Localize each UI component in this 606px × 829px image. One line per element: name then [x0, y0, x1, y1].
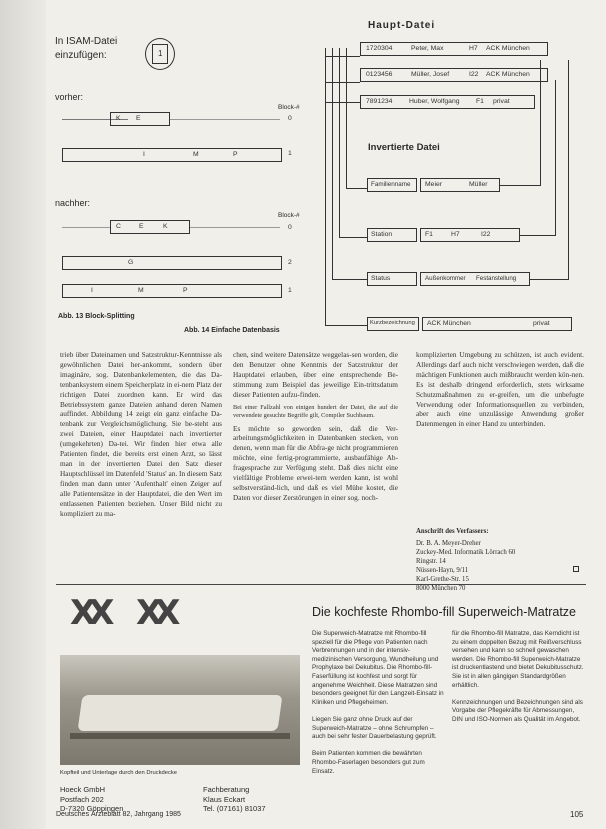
logo-mark: XX	[70, 593, 107, 633]
pointer-line	[540, 60, 541, 186]
pointer-line	[326, 102, 360, 103]
fig13-key-box	[152, 44, 168, 64]
block-number: 2	[288, 259, 292, 266]
record-place: privat	[493, 98, 510, 105]
haupt-row	[360, 68, 548, 82]
article-column-3	[416, 350, 584, 433]
pointer-line	[346, 48, 347, 188]
value: privat	[533, 320, 550, 327]
mattress-photo	[60, 655, 300, 765]
label-text: Kurzbezeichnung	[370, 320, 415, 326]
pointer-line	[520, 235, 555, 236]
page-number: 105	[570, 810, 584, 819]
pointer-line	[332, 279, 367, 280]
bed-frame	[70, 733, 290, 739]
ad-text-column-1: Die Superweich-Matratze mit Rhombo-fill speziell für die Pflege von Patienten nach Verbrennungen und in der intensiv-medizinischen Versorgung, Wundheilung und Prophylaxe bei Dekubitus. Die Rhombo-fill-Faserfüllung ist kochfest und sorgt für angenehme Weichheit. Diese Matratzen sind besonders geeignet für den Langzeit-Einsatz in Kliniken und Pflegeheimen. Liegen Sie ganz ohne Druck auf der Superweich-Matratze – ohne Schrumpfen – auch bei sehr fester Dauerbelastung geprüft. Beim Patienten kommen die bewährten Rhombo-Faserlagen besonders gut zum Einsatz.	[312, 630, 444, 775]
haupt-row	[360, 42, 548, 56]
cell-m: M	[138, 287, 144, 294]
block-number: 1	[288, 287, 292, 294]
cell-p: P	[233, 151, 238, 158]
company-address	[60, 785, 123, 814]
record-number: 7891234	[366, 98, 393, 105]
logo-1	[70, 593, 122, 642]
paragraph: komplizierten Umgebung zu schützen, ist auch evident. Allerdings darf auch nicht verschwiegen werden, daß die mächtigen Funktionen auch mißbraucht werden kön-nen. Es ist deshalb dringend erforderlich, stets wirksame Schutzmaßnahmen zu er-greifen, um die unbefugte Verwendung oder Informationsquellen zu verbinden, aber auch eine unzulässige Anwendung großer Datenmengen in einer Hand zu unterbinden.	[416, 350, 584, 429]
author-line: 8000 München 70	[416, 585, 466, 592]
fig13-heading-line2: einzufügen:	[55, 50, 107, 61]
author-heading: Anschrift des Verfassers:	[416, 528, 489, 535]
record-name: Müller, Josef	[411, 71, 450, 78]
logo-mark: XX	[136, 593, 173, 633]
paragraph: trieb über Dateinamen und Satzstruktur-Kenntnisse als gewöhnlichen Datei her-ankommt, sondern über imaginäre, sog. Datenbankelementen, die das Da-tenbanksystem einem Speicherplatz in ei-nem Platz der richtigen Datei zuordnen kann. Er wird das Betriebssystem ganze Dateien anhand deren Namen auffindet. Abbildung 14 zeigt ein ganz einfache Da-tenbank zur Vergleichsmöglichung. Sie be-steht aus zwei Dateien, einer Hauptdatei nach invertierter (umgekehrten) Da-tei. Wir finden hier etwa alle Patienten findet, die bereits erst einen Arzt, so lässt man in der invertierten Datei den Satz dieser Hauptschlüssel im Datenfeld 'Status' an. In diesem Satz finden man dann unter 'Aufenthalt' einen Zeiger auf alle Patientensätze in der Hauptdatei, die den Wert im entlassenen Patienten beziehen. Unser Bild nicht zu kompliziert zu ma-	[60, 350, 222, 518]
nachher-row1	[110, 220, 190, 234]
paragraph: chen, sind weitere Datensätze weggelas-sen worden, die den Benutzer ohne Kenntnis der Satzstruktur der Hauptdatei erlauben, über eine entsprechende Be-stimmung zum Beispiel das jeweilige Ein-trittsdatum dieser Patienten aufzu-finden.	[233, 350, 398, 399]
pointer-line	[555, 80, 556, 236]
record-station: H7	[469, 45, 478, 52]
author-line: Dr. B. A. Meyer-Dreher	[416, 540, 481, 547]
block-label-1: Block-#	[278, 104, 300, 111]
logo-2	[136, 593, 188, 642]
pointer-line	[325, 48, 326, 326]
dash-line	[170, 119, 280, 120]
record-number: 0123456	[366, 71, 393, 78]
author-line: Nüssen-Hayn, 9/11	[416, 567, 469, 574]
value: F1	[425, 231, 433, 238]
cell-p: P	[183, 287, 188, 294]
inv-status-values	[420, 272, 530, 286]
article-column-2	[233, 350, 398, 507]
cell-e: E	[136, 115, 141, 122]
pointer-line	[500, 185, 540, 186]
photo-caption: Kopfteil und Unterlage durch den Druckdecke	[60, 770, 177, 776]
record-place: ACK München	[486, 71, 530, 78]
cell-c: C	[116, 223, 121, 230]
inv-kuerzel-values	[422, 317, 572, 331]
pointer-line	[568, 60, 569, 280]
footnote: Bei einer Fallzahl von einigen hundert der Datei, die auf die verwendete gesuchte Begriffe gilt, Compiler Suchbaum.	[233, 403, 398, 419]
value: Müller	[469, 181, 488, 188]
block-number: 0	[288, 224, 292, 231]
pointer-line	[339, 48, 340, 238]
inv-familienname-values	[420, 178, 500, 192]
value: I22	[481, 231, 491, 238]
inv-station-label	[367, 228, 417, 242]
contact-line: Tel. (07161) 81037	[203, 804, 266, 813]
author-line: Karl-Grethe-Str. 15	[416, 576, 469, 583]
cell-g: G	[128, 259, 134, 266]
page-binding-edge	[0, 0, 46, 829]
record-name: Peter, Max	[411, 45, 444, 52]
value: Festanstellung	[476, 275, 517, 282]
paragraph: Es möchte so geworden sein, daß die Ver-arbeitungsmöglichkeiten in Datenbanken stecken, von denen, wenn man für die Abfra-ge nicht programmieren möchte, eine fertig-programmierte, ausbaufähige Ab-fragesprache zur Verfügung steht. Daß dies nicht eine vielfältige Probleme erwei-tern werden kann, ist wohl selbstverständ-lich, und daß es viel Mühe kostet, die Daten vor dieser Zerstörungen in einer sog. noch-	[233, 423, 398, 502]
inv-status-label	[367, 272, 417, 286]
record-place: ACK München	[486, 45, 530, 52]
dash-line	[62, 227, 110, 228]
value: Meier	[425, 181, 442, 188]
mattress-shape	[77, 695, 282, 731]
pointer-line	[326, 56, 360, 57]
haupt-row	[360, 95, 535, 109]
record-number: 1720304	[366, 45, 393, 52]
nachher-label: nachher:	[55, 198, 91, 208]
contact-line: Fachberatung	[203, 785, 250, 794]
inv-familienname-label	[367, 178, 417, 192]
record-station: F1	[476, 98, 484, 105]
cell-e: E	[139, 223, 144, 230]
cell-k: K	[116, 115, 121, 122]
nachher-row3	[62, 284, 282, 298]
fig14-caption: Abb. 14 Einfache Datenbasis	[184, 327, 280, 334]
cell-k: K	[163, 223, 168, 230]
company-line: Hoeck GmbH	[60, 785, 106, 794]
inv-kuerzel-label	[367, 317, 419, 331]
pointer-line	[339, 237, 367, 238]
author-line: Zuckey-Med. Informatik Lörrach 60	[416, 549, 516, 556]
block-label-2: Block-#	[278, 212, 300, 219]
pointer-line	[346, 188, 367, 189]
block-number: 0	[288, 115, 292, 122]
vorher-row2	[62, 148, 282, 162]
fig13-key-value: 1	[158, 49, 163, 58]
author-line: Ringstr. 14	[416, 558, 446, 565]
article-column-1	[60, 350, 222, 522]
record-station: I22	[469, 71, 479, 78]
label-text: Status	[371, 275, 391, 282]
company-line: D-7320 Göppingen	[60, 804, 124, 813]
vorher-label: vorher:	[55, 92, 84, 102]
label-text: Familienname	[371, 181, 411, 188]
contact-line: Klaus Eckart	[203, 794, 246, 804]
invert-title: Invertierte Datei	[368, 142, 440, 153]
cell-m: M	[193, 151, 199, 158]
ad-text-column-2: für die Rhombo-fill Matratze, das Kerndicht ist zu einem doppelten Bezug mit Reißverschluss versehen und kann so schnell gewaschen werden. Die Rhombo-fill Superweich-Matratze ist druckentlastend und bietet Dekubitusschutz. Sie ist in allen gängigen Standardgrößen erhältlich. Kennzeichnungen und Bezeichnungen sind als Vorgabe der Pflegekräfte für Abmessungen, DIN und ISO-Normen als Qualität im Angebot.	[452, 630, 584, 723]
value: ACK München	[427, 320, 471, 327]
value: H7	[451, 231, 460, 238]
company-line: Postfach 202	[60, 794, 104, 804]
haupt-title: Haupt-Datei	[368, 20, 436, 31]
nachher-row2	[62, 256, 282, 270]
company-contact	[203, 785, 266, 814]
end-mark	[573, 566, 579, 572]
value: Außenkommer	[425, 275, 466, 282]
ad-title: Die kochfeste Rhombo-fill Superweich-Matratze	[312, 605, 576, 619]
dash-line	[190, 227, 280, 228]
ad-divider	[56, 584, 586, 585]
vorher-row1	[110, 112, 170, 126]
pointer-line	[325, 325, 367, 326]
pointer-line	[326, 82, 360, 83]
footer-journal: Deutsches Ärzteblatt 82, Jahrgang 1985	[56, 811, 181, 818]
fig13-heading-line1: In ISAM-Datei	[55, 36, 118, 47]
block-number: 1	[288, 150, 292, 157]
cell-i: I	[91, 287, 93, 294]
record-name: Huber, Wolfgang	[409, 98, 460, 105]
label-text: Station	[371, 231, 393, 238]
inv-station-values	[420, 228, 520, 242]
fig13-caption: Abb. 13 Block-Splitting	[58, 313, 135, 320]
pointer-line	[530, 279, 568, 280]
cell-i: I	[143, 151, 145, 158]
